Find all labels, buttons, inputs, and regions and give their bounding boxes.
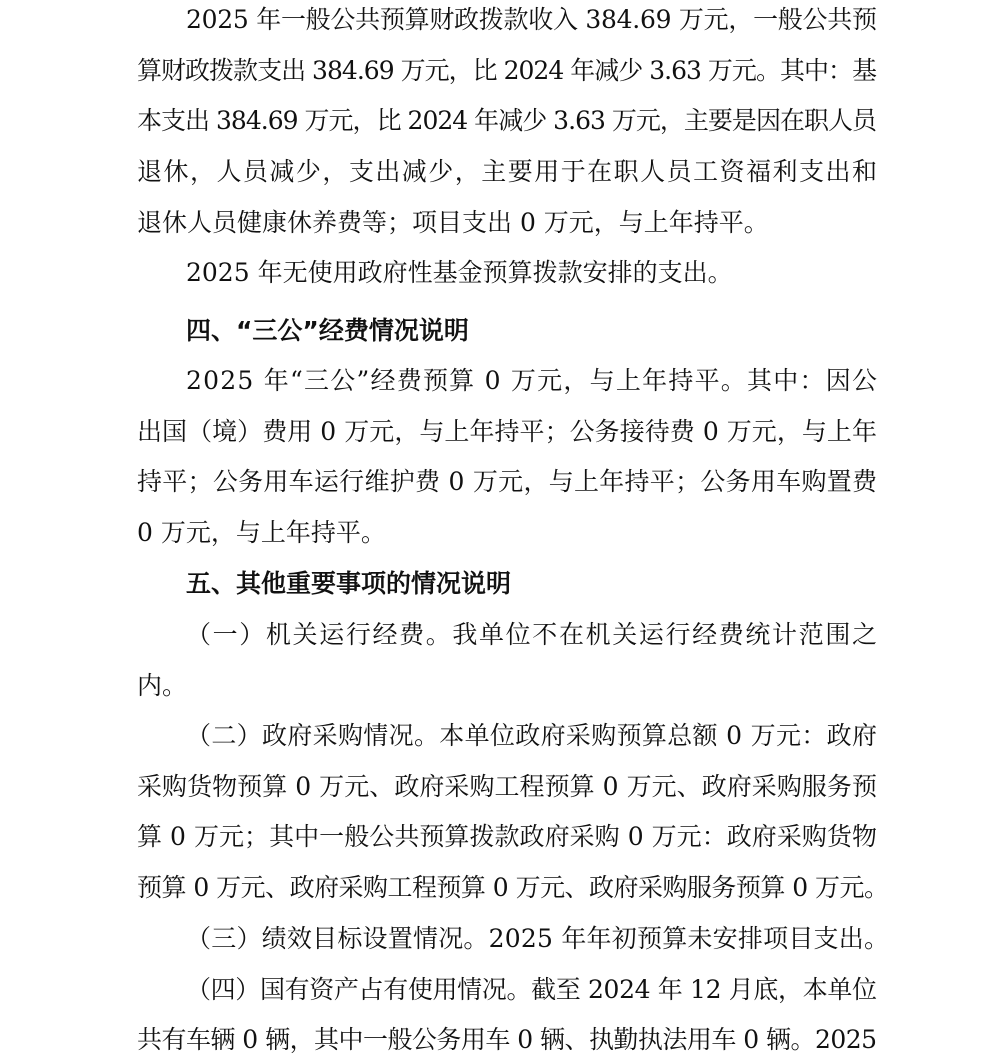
body-line: 退休人员健康休养费等；项目支出 0 万元，与上年持平。 [137,208,769,237]
body-line: （一）机关运行经费。我单位不在机关运行经费统计范围之 [186,620,879,649]
body-line: 算财政拨款支出 384.69 万元，比 2024 年减少 3.63 万元。其中：基 [137,56,877,85]
body-line: 共有车辆 0 辆，其中一般公务用车 0 辆、执勤执法用车 0 辆。2025 [137,1025,877,1054]
body-line: 预算 0 万元、政府采购工程预算 0 万元、政府采购服务预算 0 万元。 [137,873,889,902]
body-line: 本支出 384.69 万元，比 2024 年减少 3.63 万元，主要是因在职人员 [137,106,877,135]
section-heading: 四、“三公”经费情况说明 [186,316,469,345]
section-heading: 五、其他重要事项的情况说明 [186,569,512,598]
body-line: 出国（境）费用 0 万元，与上年持平；公务接待费 0 万元，与上年 [137,417,878,446]
body-line: 2025 年一般公共预算财政拨款收入 384.69 万元，一般公共预 [186,5,877,34]
body-line: （二）政府采购情况。本单位政府采购预算总额 0 万元：政府 [186,721,878,750]
body-line: 退休，人员减少，支出减少，主要用于在职人员工资福利支出和 [137,157,879,186]
body-line: 内。 [137,671,188,700]
body-line: （三）绩效目标设置情况。2025 年年初预算未安排项目支出。 [186,924,890,953]
body-line: 持平；公务用车运行维护费 0 万元，与上年持平；公务用车购置费 [137,467,878,496]
body-line: 采购货物预算 0 万元、政府采购工程预算 0 万元、政府采购服务预 [137,772,878,801]
body-line: 2025 年“三公”经费预算 0 万元，与上年持平。其中：因公 [186,366,879,395]
body-line: 2025 年无使用政府性基金预算拨款安排的支出。 [186,258,733,287]
body-line: （四）国有资产占有使用情况。截至 2024 年 12 月底，本单位 [186,975,877,1004]
body-line: 算 0 万元；其中一般公共预算拨款政府采购 0 万元：政府采购货物 [137,822,878,851]
body-line: 0 万元，与上年持平。 [137,518,386,547]
